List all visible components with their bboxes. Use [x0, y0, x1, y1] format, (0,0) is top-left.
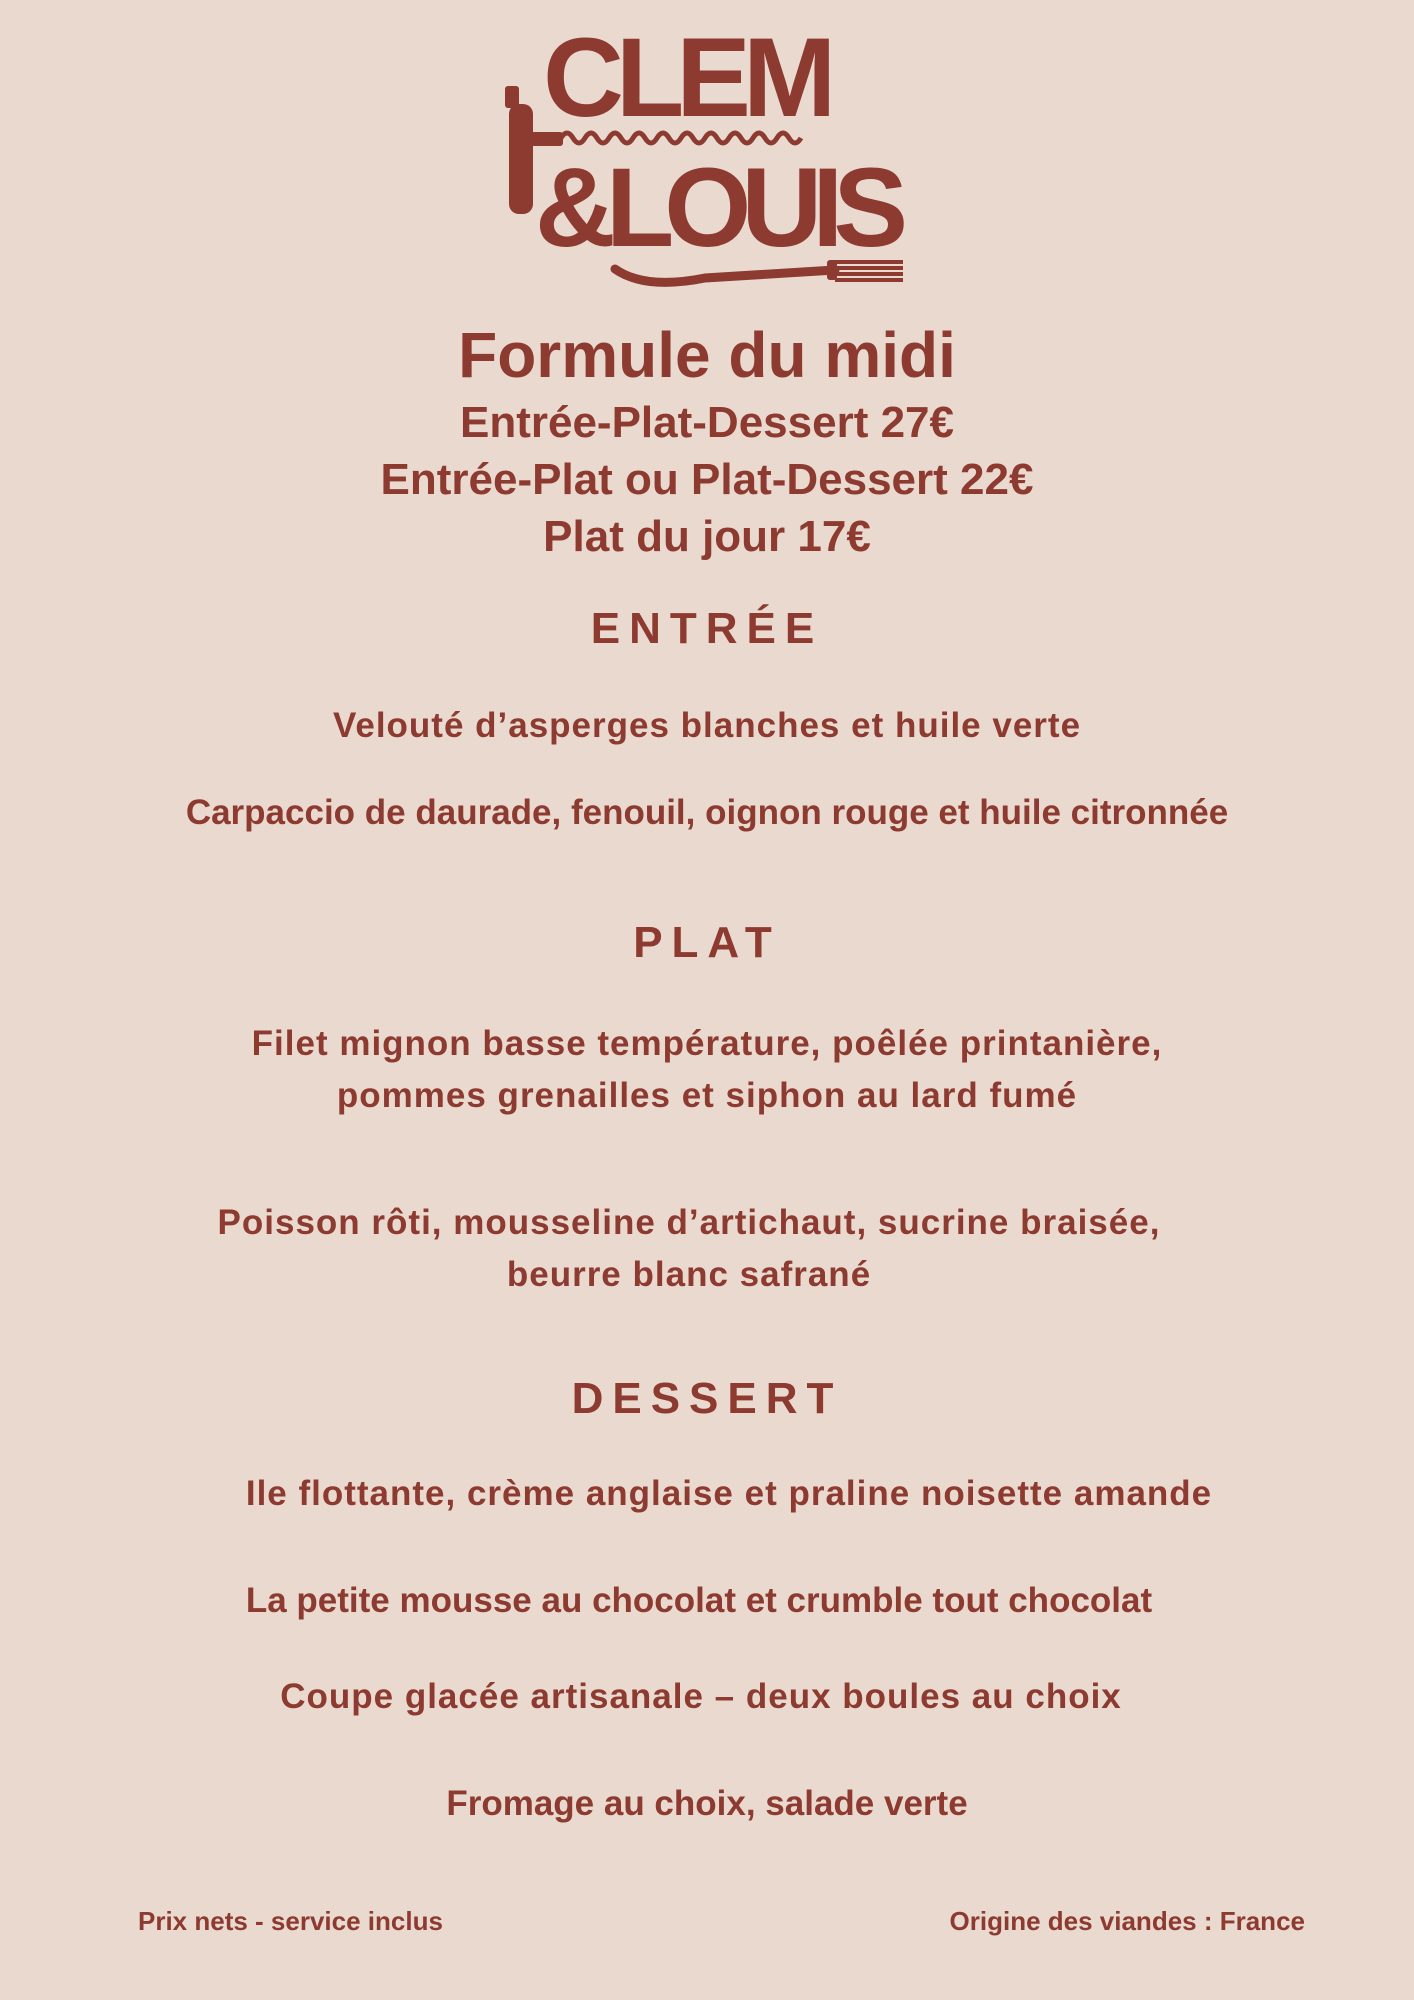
menu-item-line: pommes grenailles et siphon au lard fumé: [336, 1076, 1078, 1115]
section-heading-dessert: DESSERT: [571, 1374, 843, 1423]
formule-line: Entrée-Plat-Dessert 27€: [459, 398, 954, 447]
formule-line: Plat du jour 17€: [543, 512, 871, 561]
menu-item: Velouté d’asperges blanches et huile verte: [332, 706, 1082, 745]
menu-item: Ile flottante, crème anglaise et praline noisette amande: [245, 1474, 1213, 1513]
menu-item-line: Filet mignon basse température, poêlée printanière,: [251, 1024, 1163, 1063]
menu-item-line: beurre blanc safrané: [506, 1255, 872, 1294]
menu-item: Carpaccio de daurade, fenouil, oignon rouge et huile citronnée: [185, 793, 1229, 832]
section-heading-entree: ENTRÉE: [590, 604, 824, 653]
logo-graphic: [505, 24, 915, 289]
footer-origin-note: Origine des viandes : France: [949, 1906, 1305, 1936]
logo-text-louis: &LOUIS: [535, 145, 899, 270]
menu-item: Coupe glacée artisanale – deux boules au choix: [280, 1677, 1122, 1716]
footer-price-note: Prix nets - service inclus: [138, 1906, 443, 1936]
menu-item: La petite mousse au chocolat et crumble tout chocolat: [245, 1581, 1153, 1620]
section-heading-plat: PLAT: [633, 918, 781, 967]
menu-item-line: Poisson rôti, mousseline d’artichaut, sucrine braisée,: [217, 1203, 1161, 1242]
menu-item: [0, 1018, 1414, 1122]
page-title: Formule du midi: [458, 319, 956, 391]
formule-line: Entrée-Plat ou Plat-Dessert 22€: [380, 455, 1034, 504]
restaurant-logo: [505, 24, 915, 289]
menu-item: Fromage au choix, salade verte: [446, 1784, 968, 1823]
logo-text-clem: CLEM: [543, 24, 829, 140]
menu-item: [0, 1197, 1396, 1301]
